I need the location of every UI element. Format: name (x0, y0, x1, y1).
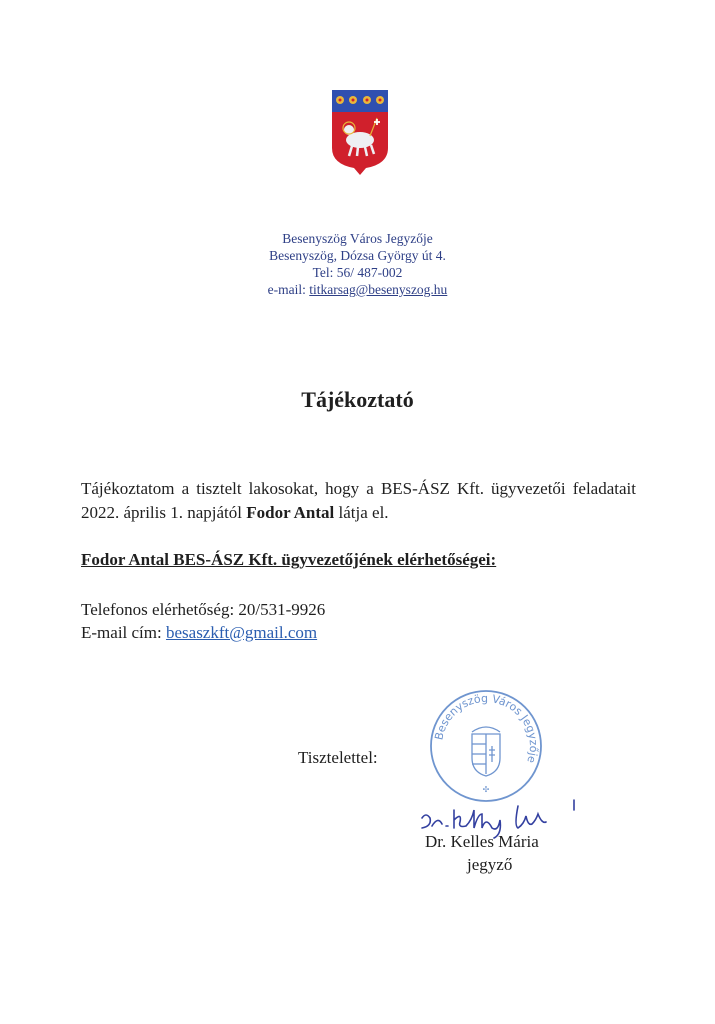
stamp-ring-text: Besenyszög Város Jegyzője (432, 691, 541, 765)
email-link[interactable]: besaszkft@gmail.com (165, 623, 318, 642)
hungarian-coat-of-arms-icon (472, 727, 500, 776)
letterhead-email-label: e-mail: (267, 282, 310, 297)
email-line (81, 623, 317, 643)
paragraph-text-2: látja el. (334, 503, 389, 522)
contact-heading: Fodor Antal BES-ÁSZ Kft. ügyvezetőjének elérhetőségei: (81, 550, 497, 569)
svg-text:✣: ✣ (482, 785, 490, 794)
official-stamp (428, 688, 544, 804)
paragraph-bold-name: Fodor Antal (246, 503, 335, 522)
phone-line (81, 600, 325, 620)
phone-value: 20/531-9926 (238, 600, 326, 619)
letterhead-office: Besenyszög Város Jegyzője (282, 231, 433, 246)
closing-text: Tisztelettel: (298, 748, 378, 767)
announcement-paragraph (81, 477, 636, 525)
phone-label: Telefonos elérhetőség: (81, 600, 239, 619)
signer-title: jegyző (467, 855, 513, 874)
letterhead-email-link[interactable]: titkarsag@besenyszog.hu (309, 282, 448, 297)
coat-of-arms-icon (330, 88, 390, 176)
letterhead-email-line (0, 281, 715, 298)
paragraph-text-1: Tájékoztatom a tisztelt lakosokat, hogy a BES-ÁSZ Kft. ügyvezetői feladatait 2022. április 1. napjától (81, 479, 636, 522)
document-title: Tájékoztató (301, 387, 414, 412)
letterhead-phone: Tel: 56/ 487-002 (312, 265, 403, 280)
letterhead-address: Besenyszög, Dózsa György út 4. (269, 248, 446, 263)
signer-name: Dr. Kelles Mária (425, 832, 539, 851)
email-label: E-mail cím: (81, 623, 166, 642)
